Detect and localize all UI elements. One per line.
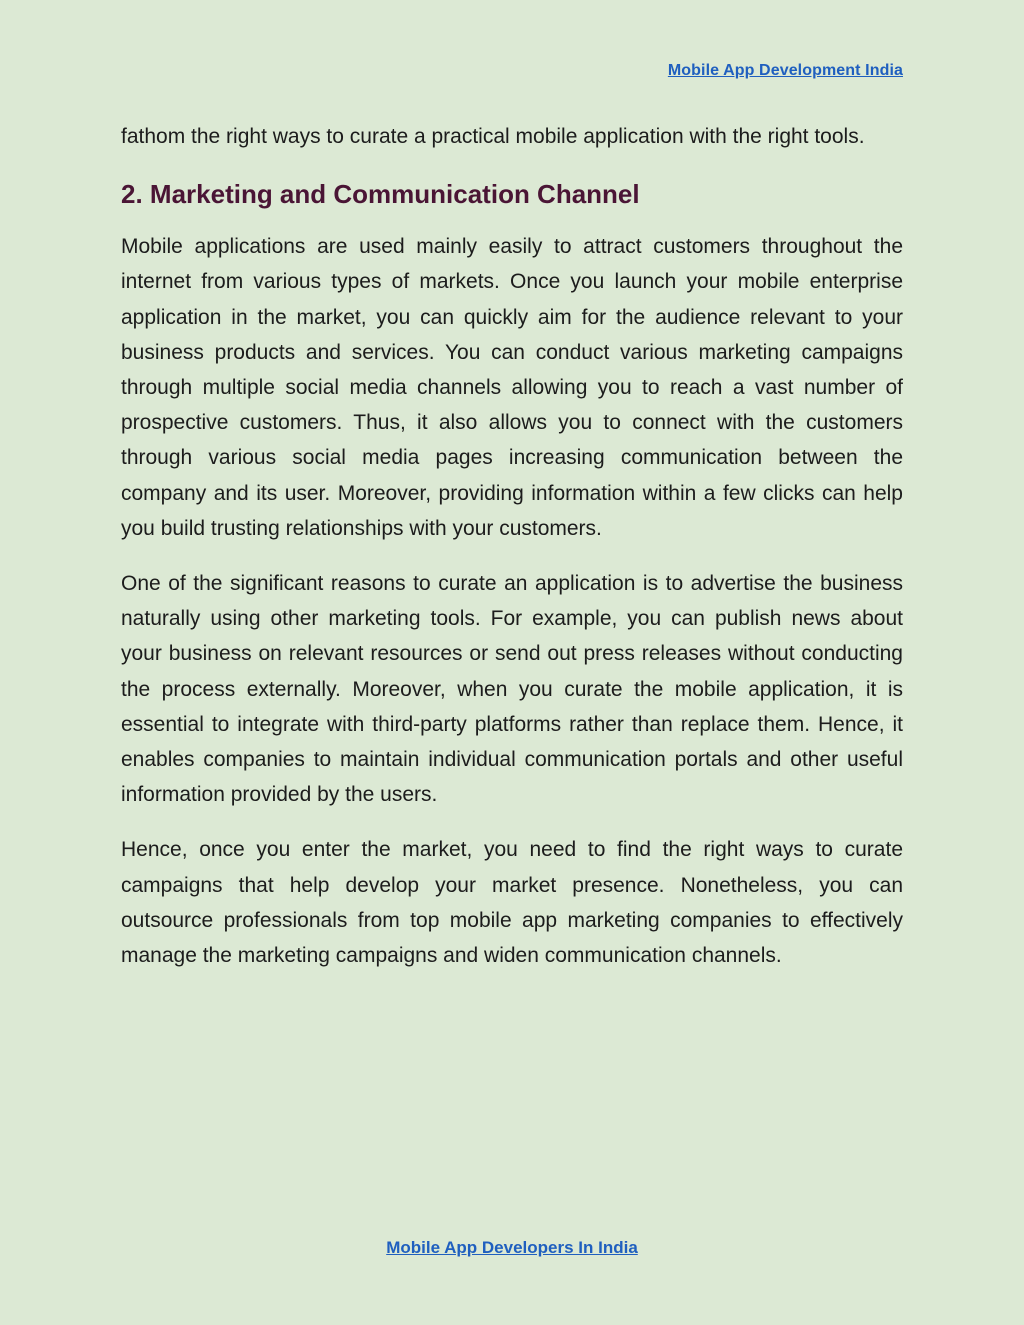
- document-body: [121, 119, 903, 993]
- body-paragraph-3: Hence, once you enter the market, you need to find the right ways to curate campaigns that help develop your market presence. Nonetheless, you can outsource professionals from top mobile app marketing companies to effectively manage the marketing campaigns and widen communication channels.: [121, 838, 903, 968]
- intro-paragraph: fathom the right ways to curate a practical mobile application with the right tools.: [121, 125, 865, 148]
- footer: [0, 1238, 1024, 1258]
- section-heading: 2. Marketing and Communication Channel: [121, 179, 640, 210]
- body-paragraph-1: Mobile applications are used mainly easily to attract customers throughout the internet from various types of markets. Once you launch your mobile enterprise application in the market, you can quickly aim for the audience relevant to your business products and services. You can conduct various marketing campaigns through multiple social media channels allowing you to reach a vast number of prospective customers. Thus, it also allows you to connect with the customers through various social media pages increasing communication between the company and its user. Moreover, providing information within a few clicks can help you build trusting relationships with your customers.: [121, 235, 903, 540]
- header-link-mobile-app-development-india[interactable]: Mobile App Development India: [667, 62, 903, 79]
- body-paragraph-2: One of the significant reasons to curate an application is to advertise the business naturally using other marketing tools. For example, you can publish news about your business on relevant resources or send out press releases without conducting the process externally. Moreover, when you curate the mobile application, it is essential to integrate with third-party platforms rather than replace them. Hence, it enables companies to maintain individual communication portals and other useful information provided by the users.: [121, 572, 903, 807]
- footer-link-mobile-app-developers-in-india[interactable]: Mobile App Developers In India: [386, 1238, 638, 1257]
